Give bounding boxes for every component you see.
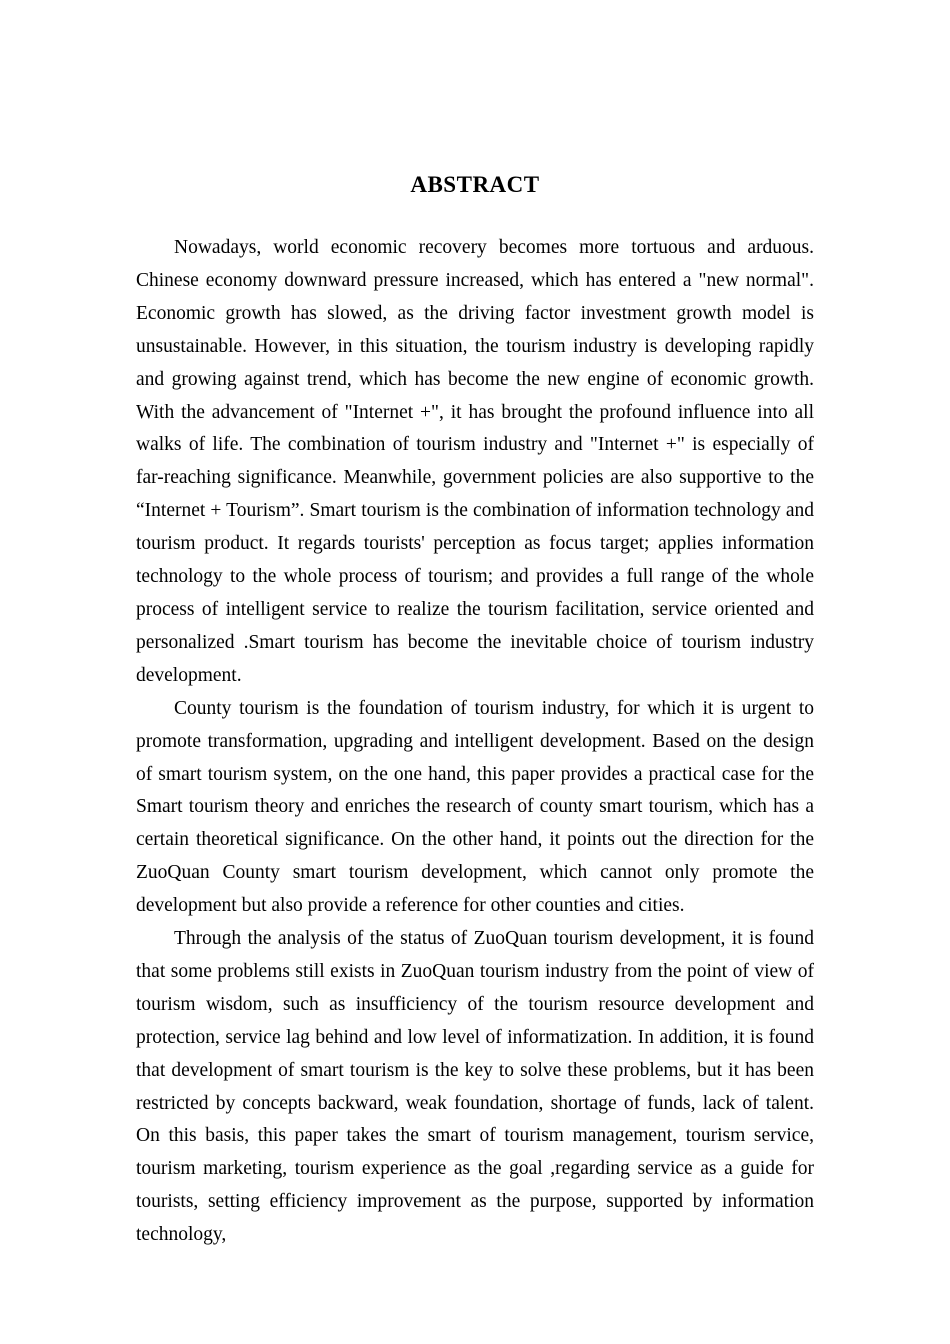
paragraph-2: County tourism is the foundation of tourism industry, for which it is urgent to promote transformation, upgrading and intelligent development. Based on the design of smart tourism system, on the one hand, this paper provides a practical case for the Smart tourism theory and enriches the research of county smart tourism, which has a certain theoretical significance. On the other hand, it points out the direction for the ZuoQuan County smart tourism development, which cannot only promote the development but also provide a reference for other counties and cities. — [136, 697, 814, 917]
abstract-body — [136, 232, 814, 1252]
paragraph-1: Nowadays, world economic recovery becomes more tortuous and arduous. Chinese economy downward pressure increased, which has entered a "new normal". Economic growth has slowed, as the driving factor investment growth model is unsustainable. However, in this situation, the tourism industry is developing rapidly and growing against trend, which has become the new engine of economic growth. With the advancement of "Internet +", it has brought the profound influence into all walks of life. The combination of tourism industry and "Internet +" is especially of far-reaching significance. Meanwhile, government policies are also supportive to the “Internet + Tourism”. Smart tourism is the combination of information technology and tourism product. It regards tourists' perception as focus target; applies information technology to the whole process of tourism; and provides a full range of the whole process of intelligent service to realize the tourism facilitation, service oriented and personalized .Smart tourism has become the inevitable choice of tourism industry development. — [136, 237, 814, 686]
page-title: ABSTRACT — [410, 172, 540, 197]
paragraph-3: Through the analysis of the status of ZuoQuan tourism development, it is found that some problems still exists in ZuoQuan tourism industry from the point of view of tourism wisdom, such as insufficiency of the tourism resource development and protection, service lag behind and low level of informatization. In addition, it is found that development of smart tourism is the key to solve these problems, but it has been restricted by concepts backward, weak foundation, shortage of funds, lack of talent. On this basis, this paper takes the smart of tourism management, tourism service, tourism marketing, tourism experience as the goal ,regarding service as a guide for tourists, setting efficiency improvement as the purpose, supported by information technology, — [136, 928, 814, 1246]
